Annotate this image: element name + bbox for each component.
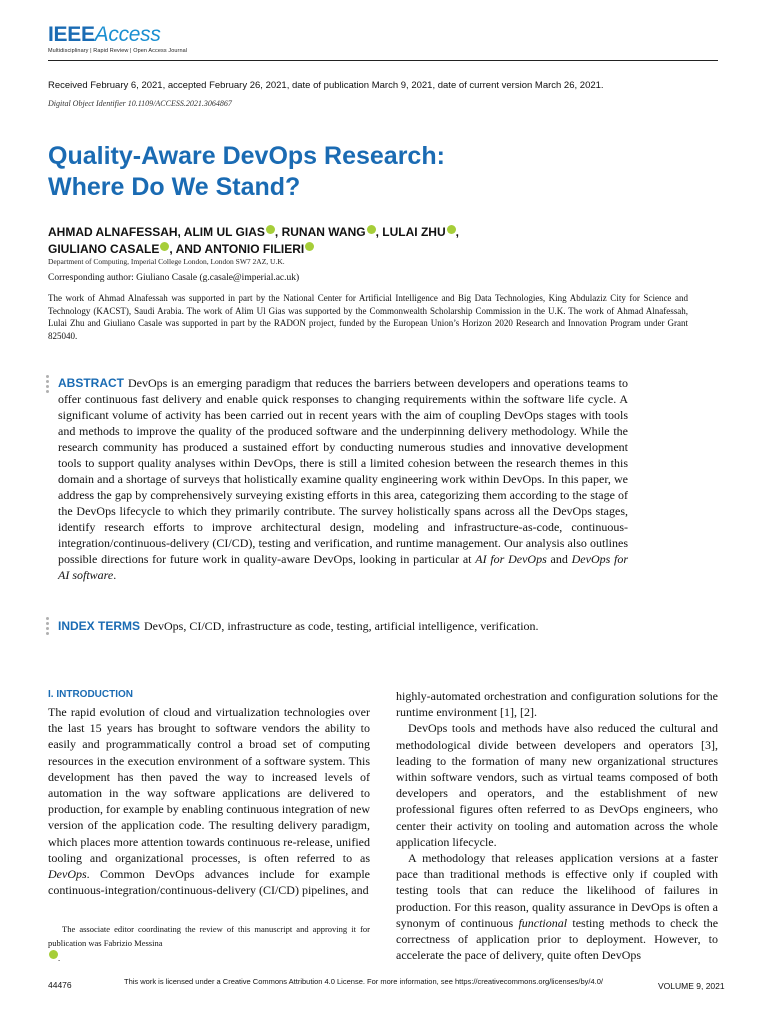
brand-access: Access: [94, 23, 161, 46]
author-name: LULAI ZHU: [382, 225, 446, 239]
abstract: [58, 375, 628, 583]
emphasis-text: DevOps: [48, 867, 87, 882]
orcid-icon[interactable]: [367, 225, 376, 234]
orcid-icon[interactable]: [305, 242, 314, 251]
paragraph-text: testing methods to check the correctness of application prior to deployment. However, to accelerate the pace of delivery, quite often DevOps: [396, 915, 719, 963]
abstract-emphasis: AI for DevOps: [475, 552, 547, 566]
paragraph: highly-automated orchestration and configuration solutions for the runtime environment [1], [2].: [396, 689, 718, 720]
header-rule: [48, 60, 718, 61]
brand-tagline: Multidisciplinary | Rapid Review | Open Access Journal: [48, 48, 188, 54]
paragraph: [48, 704, 370, 898]
paragraph-text: . Common DevOps advances include for example continuous-integration/continuous-delivery (CI/CD) pipelines, and: [48, 867, 370, 898]
footnote-text: The associate editor coordinating the review of this manuscript and approving it for publication was Fabrizio Messina: [48, 924, 370, 948]
author-name: ALIM UL GIAS: [183, 225, 265, 239]
section-heading: I. INTRODUCTION: [48, 689, 133, 700]
author-separator: ,: [274, 225, 279, 239]
author-name: GIULIANO CASALE: [48, 242, 160, 256]
page-number: 44476: [48, 980, 72, 990]
corresponding-author: Corresponding author: Giuliano Casale (g.casale@imperial.ac.uk): [48, 273, 300, 283]
orcid-icon[interactable]: [266, 225, 275, 234]
license-note[interactable]: This work is licensed under a Creative Commons Attribution 4.0 License. For more information, see https://creativecommons.org/licenses/by/4.0/: [124, 977, 603, 986]
footnote-end: .: [58, 953, 61, 963]
left-column: [48, 704, 370, 898]
doi: Digital Object Identifier 10.1109/ACCESS.2021.3064867: [48, 99, 232, 108]
author-separator: ,: [455, 225, 459, 239]
abstract-emphasis: DevOps for AI software: [58, 552, 629, 582]
author-name: AND ANTONIO FILIERI: [175, 242, 305, 256]
index-terms-label: INDEX TERMS: [58, 619, 141, 633]
paragraph-text: The rapid evolution of cloud and virtualization technologies over the last 15 years has brought to software vendors the ability to easily and programmatically control a broad set of computing resources in the execution environment of a software system. This development has then paved the way to increased levels of automation in the way software applications are delivered to production, for example by enabling continuous integration of new version of the application code. The resulting delivery paradigm, which places more attention towards continuous re-release, unified tooling and organizational processes, is often referred to as: [48, 705, 370, 865]
abstract-text: DevOps is an emerging paradigm that reduces the barriers between developers and operations teams to offer continuous fast delivery and enable quick responses to changing requirements within the software life cycle. A significant volume of activity has been carried out in recent years with the aim of coupling DevOps stages with tools and methods to improve the quality of the produced software and the underpinning delivery methodology. While the research community has produced a sustained effort by conducting numerous studies and innovative development tools to support quality analyses within DevOps, there is still a limited cohesion between the research themes in this domain and a shortage of surveys that holistically examine quality engineering work within DevOps. In this paper, we address the gap by comprehensively surveying existing efforts in this area, categorizing them according to the stage of the DevOps lifecycle to which they primarily contribute. The survey holistically spans across all the DevOps stages, identify research efforts to improve architectural design, modeling and infrastructure-as-code, continuous-integration/continuous-delivery (CI/CD), testing and verification, and runtime management. Our analysis also outlines possible directions for future work in quality-aware DevOps, looking in particular at: [58, 376, 628, 566]
abstract-marker-icon: [46, 375, 50, 395]
index-terms-text: DevOps, CI/CD, infrastructure as code, testing, artificial intelligence, verification.: [144, 619, 539, 633]
affiliation: Department of Computing, Imperial College London, London SW7 2AZ, U.K.: [48, 257, 285, 266]
index-terms: [58, 619, 698, 634]
paragraph: DevOps tools and methods have also reduced the cultural and methodological divide between developers and operators [3], leading to the formation of many new organizational structures within software vendors, such as virtual teams composed of both developers and operators, and the establishment of new professional figures often referred to as DevOps engineers, who center their activity on tooling and automation across the whole application lifecycle.: [396, 721, 718, 849]
funding-statement: The work of Ahmad Alnafessah was supported in part by the National Center for Artificial Intelligence and Big Data Technologies, King Abdulaziz City for Science and Technology (KACST), Saudi Arabia. The work of Alim Ul Gias was supported by the Commonwealth Scholarship Commission in the U.K. The work of Ahmad Alnafessah, Lulai Zhu and Giuliano Casale was supported in part by the RADON project, funded by the European Union’s Horizon 2020 Research and Innovation Program under Grant 825040.: [48, 293, 688, 341]
author-separator: ,: [169, 242, 173, 256]
author-line-1: [48, 224, 648, 241]
journal-brand: [48, 24, 187, 54]
paragraph: [396, 850, 718, 963]
orcid-icon[interactable]: [160, 242, 169, 251]
abstract-conjunction: and: [550, 552, 568, 566]
author-separator: ,: [375, 225, 379, 239]
orcid-icon[interactable]: [447, 225, 456, 234]
title-line-1: Quality-Aware DevOps Research:: [48, 142, 445, 170]
received-dates: Received February 6, 2021, accepted February 26, 2021, date of publication March 9, 2021, date of current version March 26, 2021.: [48, 80, 604, 91]
title-line-2: Where Do We Stand?: [48, 173, 301, 201]
abstract-label: ABSTRACT: [58, 376, 124, 390]
author-name: RUNAN WANG: [281, 225, 366, 239]
brand-ieee: IEEE: [48, 23, 95, 46]
paragraph-text: A methodology that releases application versions at a faster pace than traditional methods is effective only if coupled with testing tools that can reduce the likelihood of failures in production. For this reason, quality assurance in DevOps is often a synonym of continuous: [396, 851, 718, 930]
emphasis-text: functional: [518, 915, 568, 930]
right-column: [396, 688, 718, 963]
volume-label: VOLUME 9, 2021: [658, 981, 725, 991]
journal-logo: [48, 24, 187, 46]
author-list: [48, 224, 648, 258]
index-terms-marker-icon: [46, 617, 50, 637]
author-name: AHMAD ALNAFESSAH,: [48, 225, 181, 239]
abstract-end: .: [113, 568, 117, 582]
paper-title: [48, 141, 568, 203]
author-line-2: [48, 241, 648, 258]
footnote: [48, 922, 370, 965]
orcid-icon[interactable]: [49, 950, 58, 959]
